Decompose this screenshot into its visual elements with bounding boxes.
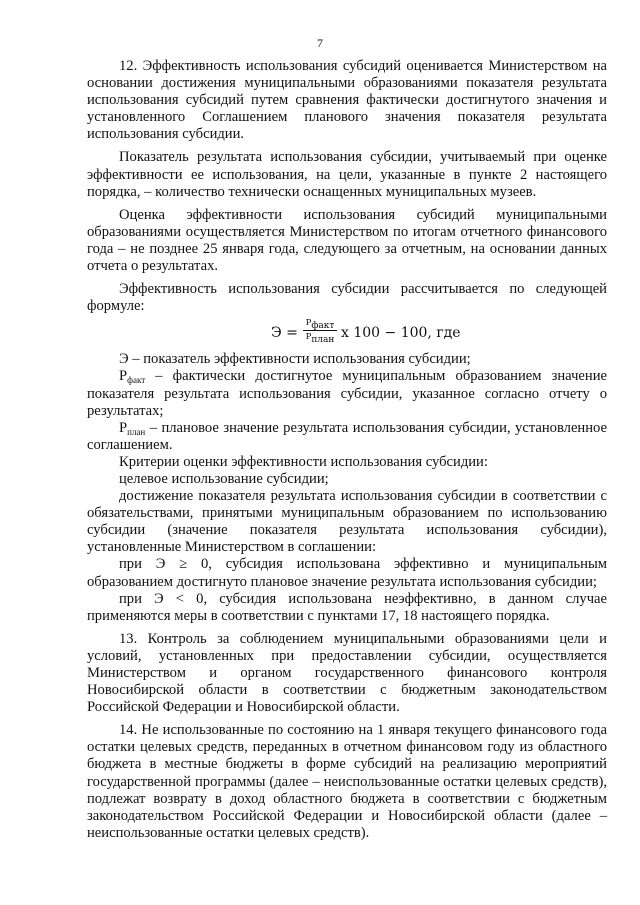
paragraph-assessment: Оценка эффективности использования субсидий муниципальными образованиями осуществляется Министерством по итогам отчетного финансового года – не позднее 25 января года, следующего за отчетным, на основании данных отчета о результатах. — [87, 206, 607, 275]
criterion-achievement: достижение показателя результата использования субсидии в соответствии с обязательствами, принятыми муниципальным образованием по использованию субсидии (значение показателя результата использования субсидии), установленные Министерством в соглашении: — [87, 488, 607, 556]
condition-ineffective: при Э < 0, субсидия использована неэффективно, в данном случае применяются меры в соответствии с пунктами 17, 18 настоящего порядка. — [87, 590, 607, 624]
formula-numerator: $Р_{факт}$ — [303, 317, 337, 331]
formula-fraction — [303, 317, 337, 346]
paragraph-13: 13. Контроль за соблюдением муниципальными образованиями цели и условий, установленных при предоставлении субсидии, осуществляется Министерством и органом государственного финансового контроля Новосибирской области в соответствии с бюджетным законодательством Российской Федерации и Новосибирской области. — [87, 630, 607, 716]
formula-denominator: $Р_{план}$ — [305, 332, 335, 346]
paragraph-12: 12. Эффективность использования субсидий оценивается Министерством на основании достижения муниципальными образованиями показателя результата использования субсидий путем сравнения фактически достигнутого значения и установленного Соглашением планового значения показателя результата использования субсидии. — [87, 58, 607, 143]
efficiency-formula — [271, 315, 607, 349]
criteria-heading: Критерии оценки эффективности использования субсидии: — [119, 453, 488, 470]
paragraph-14: 14. Не использованные по состоянию на 1 января текущего финансового года остатки целевых средств, переданных в отчетном финансовом году из областного бюджета в местные бюджеты в форме субсидий на реализацию мероприятий государственной программы (далее – неиспользованные остатки целевых средств), подлежат возврату в доход областного бюджета в соответствии с бюджетным законодательством Российской Федерации и Новосибирской области (далее – неиспользованные остатки целевых средств). — [87, 722, 607, 841]
definition-p-fact: $Р_{факт}$ – фактически достигнутое муниципальным образованием значение показателя результата использования субсидии, указанное согласно отчету о результатах; — [87, 368, 607, 419]
criterion-target-use: целевое использование субсидии; — [119, 470, 329, 487]
paragraph-formula-intro: Эффективность использования субсидии рассчитывается по следующей формуле: — [87, 281, 607, 315]
paragraph-indicator: Показатель результата использования субсидии, учитываемый при оценке эффективности ее использования, на цели, указанные в пункте 2 настоящего порядка, – количество технически оснащенных муниципальных музеев. — [87, 149, 607, 200]
formula-lhs: Э = — [271, 325, 298, 342]
page-number: 7 — [317, 36, 323, 50]
document-body — [87, 58, 607, 842]
definition-p-plan: $Р_{план}$ – плановое значение результата использования субсидии, установленное соглашением. — [87, 419, 607, 453]
formula-rhs: x 100 − 100, где — [341, 325, 461, 342]
condition-effective: при Э ≥ 0, субсидия использована эффективно и муниципальным образованием достигнуто плановое значение результата использования субсидии; — [87, 556, 607, 590]
definition-e: Э – показатель эффективности использования субсидии; — [119, 351, 471, 368]
